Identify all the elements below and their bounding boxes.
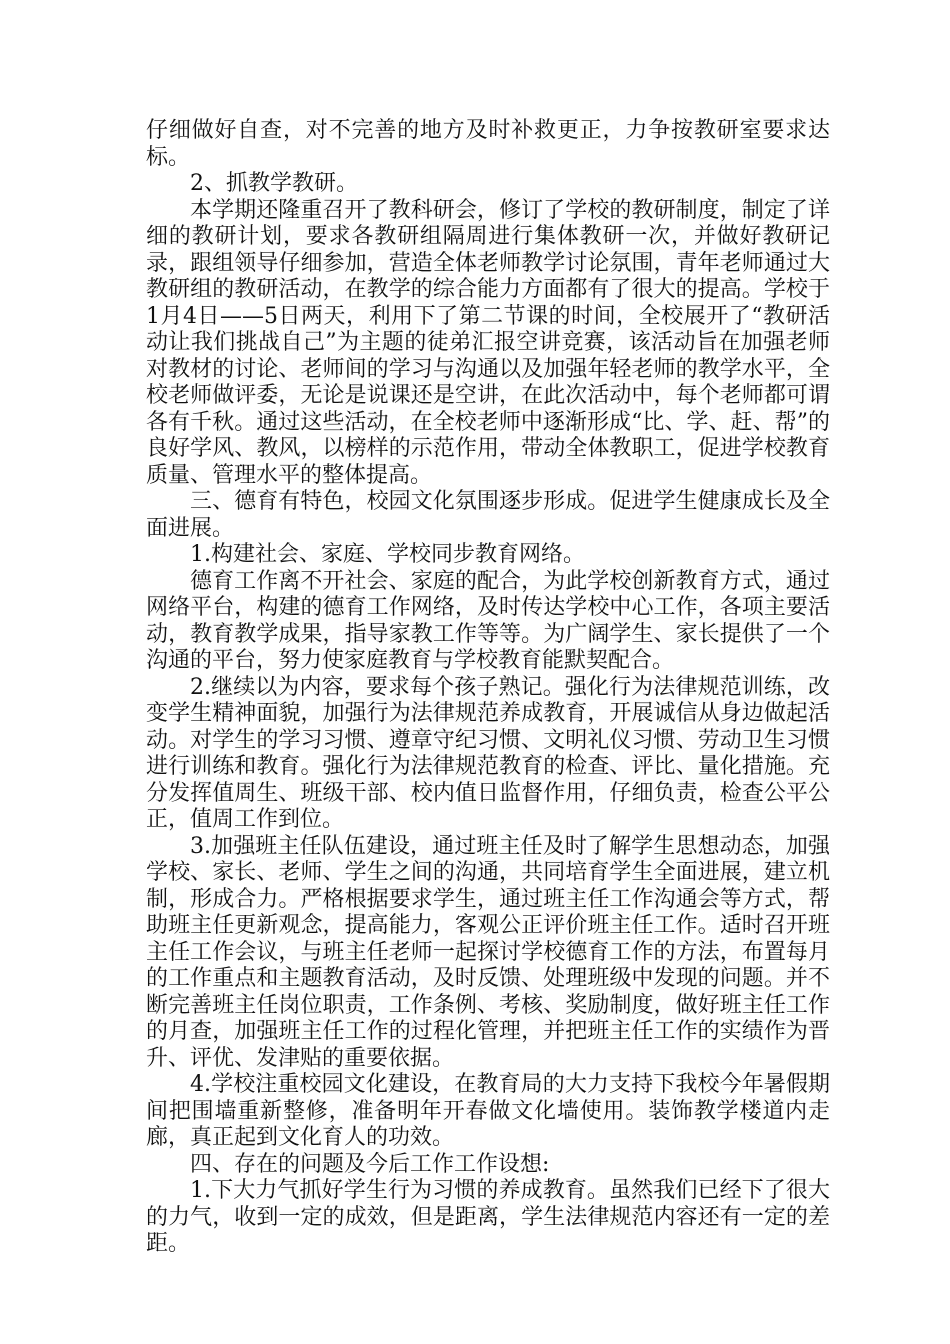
paragraph-education-network: 德育工作离不开社会、家庭的配合，为此学校创新教育方式，通过网络平台，构建的德育工作网络，及时传达学校中心工作，各项主要活动，教育教学成果，指导家教工作等等。为广阔学生、家长提供了一个沟通的平台，努力使家庭教育与学校教育能默契配合。 — [146, 568, 830, 673]
paragraph-behavior-training: 2.继续以为内容，要求每个孩子熟记。强化行为法律规范训练，改变学生精神面貌，加强行为法律规范养成教育，开展诚信从身边做起活动。对学生的学习习惯、遵章守纪习惯、文明礼仪习惯、劳动卫生习惯进行训练和教育。强化行为法律规范教育的检查、评比、量化措施。充分发挥值周生、班级干部、校内值日监督作用，仔细负责，检查公平公正，值周工作到位。 — [146, 674, 830, 832]
subheading-teaching-research: 2、抓教学教研。 — [190, 171, 358, 196]
paragraph-campus-culture: 4.学校注重校园文化建设，在教育局的大力支持下我校今年暑假期间把围墙重新整修，准备明年开春做文化墙使用。装饰教学楼道内走廊，真正起到文化育人的功效。 — [146, 1072, 830, 1150]
subheading-education-network: 1.构建社会、家庭、学校同步教育网络。 — [190, 542, 585, 567]
document-body — [146, 118, 830, 1258]
paragraph-habit-formation: 1.下大力气抓好学生行为习惯的养成教育。虽然我们已经下了很大的力气，收到一定的成效，但是距离，学生法律规范内容还有一定的差距。 — [146, 1178, 830, 1256]
paragraph-class-teachers: 3.加强班主任队伍建设，通过班主任及时了解学生思想动态，加强学校、家长、老师、学生之间的沟通，共同培育学生全面进展，建立机制，形成合力。严格根据要求学生，通过班主任工作沟通会等方式，帮助班主任更新观念，提高能力，客观公正评价班主任工作。适时召开班主任工作会议，与班主任老师一起探讨学校德育工作的方法，布置每月的工作重点和主题教育活动，及时反馈、处理班级中发现的问题。并不断完善班主任岗位职责，工作条例、考核、奖励制度，做好班主任工作的月查，加强班主任工作的过程化管理，并把班主任工作的实绩作为晋升、评优、发津贴的重要依据。 — [146, 833, 830, 1071]
section-heading-moral-education: 三、德育有特色，校园文化氛围逐步形成。促进学生健康成长及全面进展。 — [146, 489, 830, 541]
paragraph-teaching-research: 本学期还隆重召开了教科研会，修订了学校的教研制度，制定了详细的教研计划，要求各教研组隔周进行集体教研一次，并做好教研记录，跟组领导仔细参加，营造全体老师教学讨论氛围，青年老师通过大教研组的教研活动，在教学的综合能力方面都有了很大的提高。学校于1月4日——5日两天，利用下了第二节课的时间，全校展开了“教研活动让我们挑战自己”为主题的徒弟汇报空讲竞赛，该活动旨在加强老师对教材的讨论、老师间的学习与沟通以及加强年轻老师的教学水平，全校老师做评委，无论是说课还是空讲，在此次活动中，每个老师都可谓各有千秋。通过这些活动，在全校老师中逐渐形成“比、学、赶、帮”的良好学风、教风，以榜样的示范作用，带动全体教职工，促进学校教育质量、管理水平的整体提高。 — [146, 197, 830, 488]
paragraph-continuation: 仔细做好自查，对不完善的地方及时补救更正，力争按教研室要求达标。 — [146, 118, 830, 170]
section-heading-problems: 四、存在的问题及今后工作工作设想: — [190, 1151, 550, 1177]
